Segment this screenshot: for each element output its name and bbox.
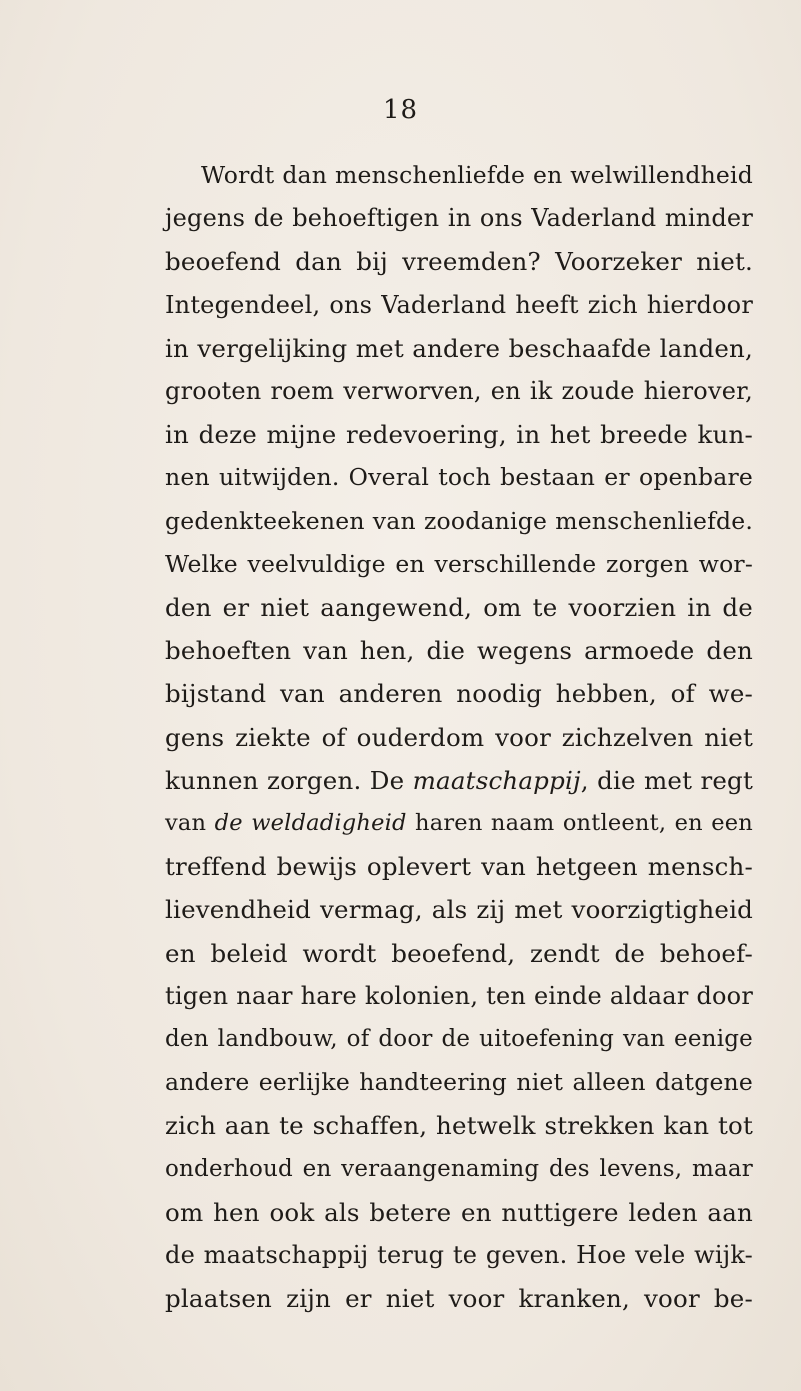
text-line: onderhoud en veraangenaming des levens, maar (165, 1155, 753, 1182)
text-line: jegens de behoeftigen in ons Vaderland minder (165, 204, 753, 233)
text-line: den er niet aangewend, om te voorzien in de (165, 593, 753, 623)
text-line: en beleid wordt beoefend, zendt de behoef- (165, 938, 753, 968)
text-line: grooten roem verworven, en ik zoude hierover, (165, 377, 753, 406)
text-line: de maatschappij terug te geven. Hoe vele wijk- (165, 1241, 753, 1270)
text-line: tigen naar hare kolonien, ten einde aldaar door (165, 981, 753, 1010)
text-line: behoeften van hen, die wegens armoede den (165, 636, 753, 666)
text-line: Welke veelvuldige en verschillende zorgen wor- (165, 549, 753, 578)
text-run: haren naam ontleent, en een (406, 810, 753, 837)
text-line (165, 759, 753, 802)
body-text (165, 154, 753, 1320)
text-line: zich aan te schaffen, hetwelk strekken kan tot (165, 1111, 753, 1141)
text-line: nen uitwijden. Overal toch bestaan er openbare (165, 463, 753, 492)
text-run: van (165, 810, 215, 837)
text-line: bijstand van anderen noodig hebben, of we- (165, 679, 753, 709)
text-line: andere eerlijke handteering niet alleen datgene (165, 1068, 753, 1097)
text-run: kunnen zorgen. De (165, 765, 413, 795)
italic-term: de weldadigheid (214, 810, 407, 837)
text-line: beoefend dan bij vreemden? Voorzeker niet. (165, 247, 753, 277)
text-line: Integendeel, ons Vaderland heeft zich hierdoor (165, 290, 753, 319)
text-line (165, 802, 753, 845)
text-line: lievendheid vermag, als zij met voorzigtigheid (165, 895, 753, 925)
text-line: Wordt dan menschenliefde en welwillendheid (201, 161, 753, 189)
italic-term: maatschappij (412, 765, 581, 795)
text-line: gedenkteekenen van zoodanige menschenliefde. (165, 506, 753, 535)
page-number: 18 (382, 95, 419, 125)
text-line: in deze mijne redevoering, in het breede kun- (165, 420, 753, 450)
text-line: den landbouw, of door de uitoefening van eenige (165, 1026, 753, 1053)
text-line: plaatsen zijn er niet voor kranken, voor be- (165, 1284, 753, 1314)
text-run: , die met regt (580, 765, 753, 795)
text-line: gens ziekte of ouderdom voor zichzelven niet (165, 722, 753, 752)
text-line: treffend bewijs oplevert van hetgeen mensch- (165, 852, 753, 882)
text-line: om hen ook als betere en nuttigere leden aan (165, 1197, 753, 1227)
text-line: in vergelijking met andere beschaafde landen, (165, 333, 753, 363)
